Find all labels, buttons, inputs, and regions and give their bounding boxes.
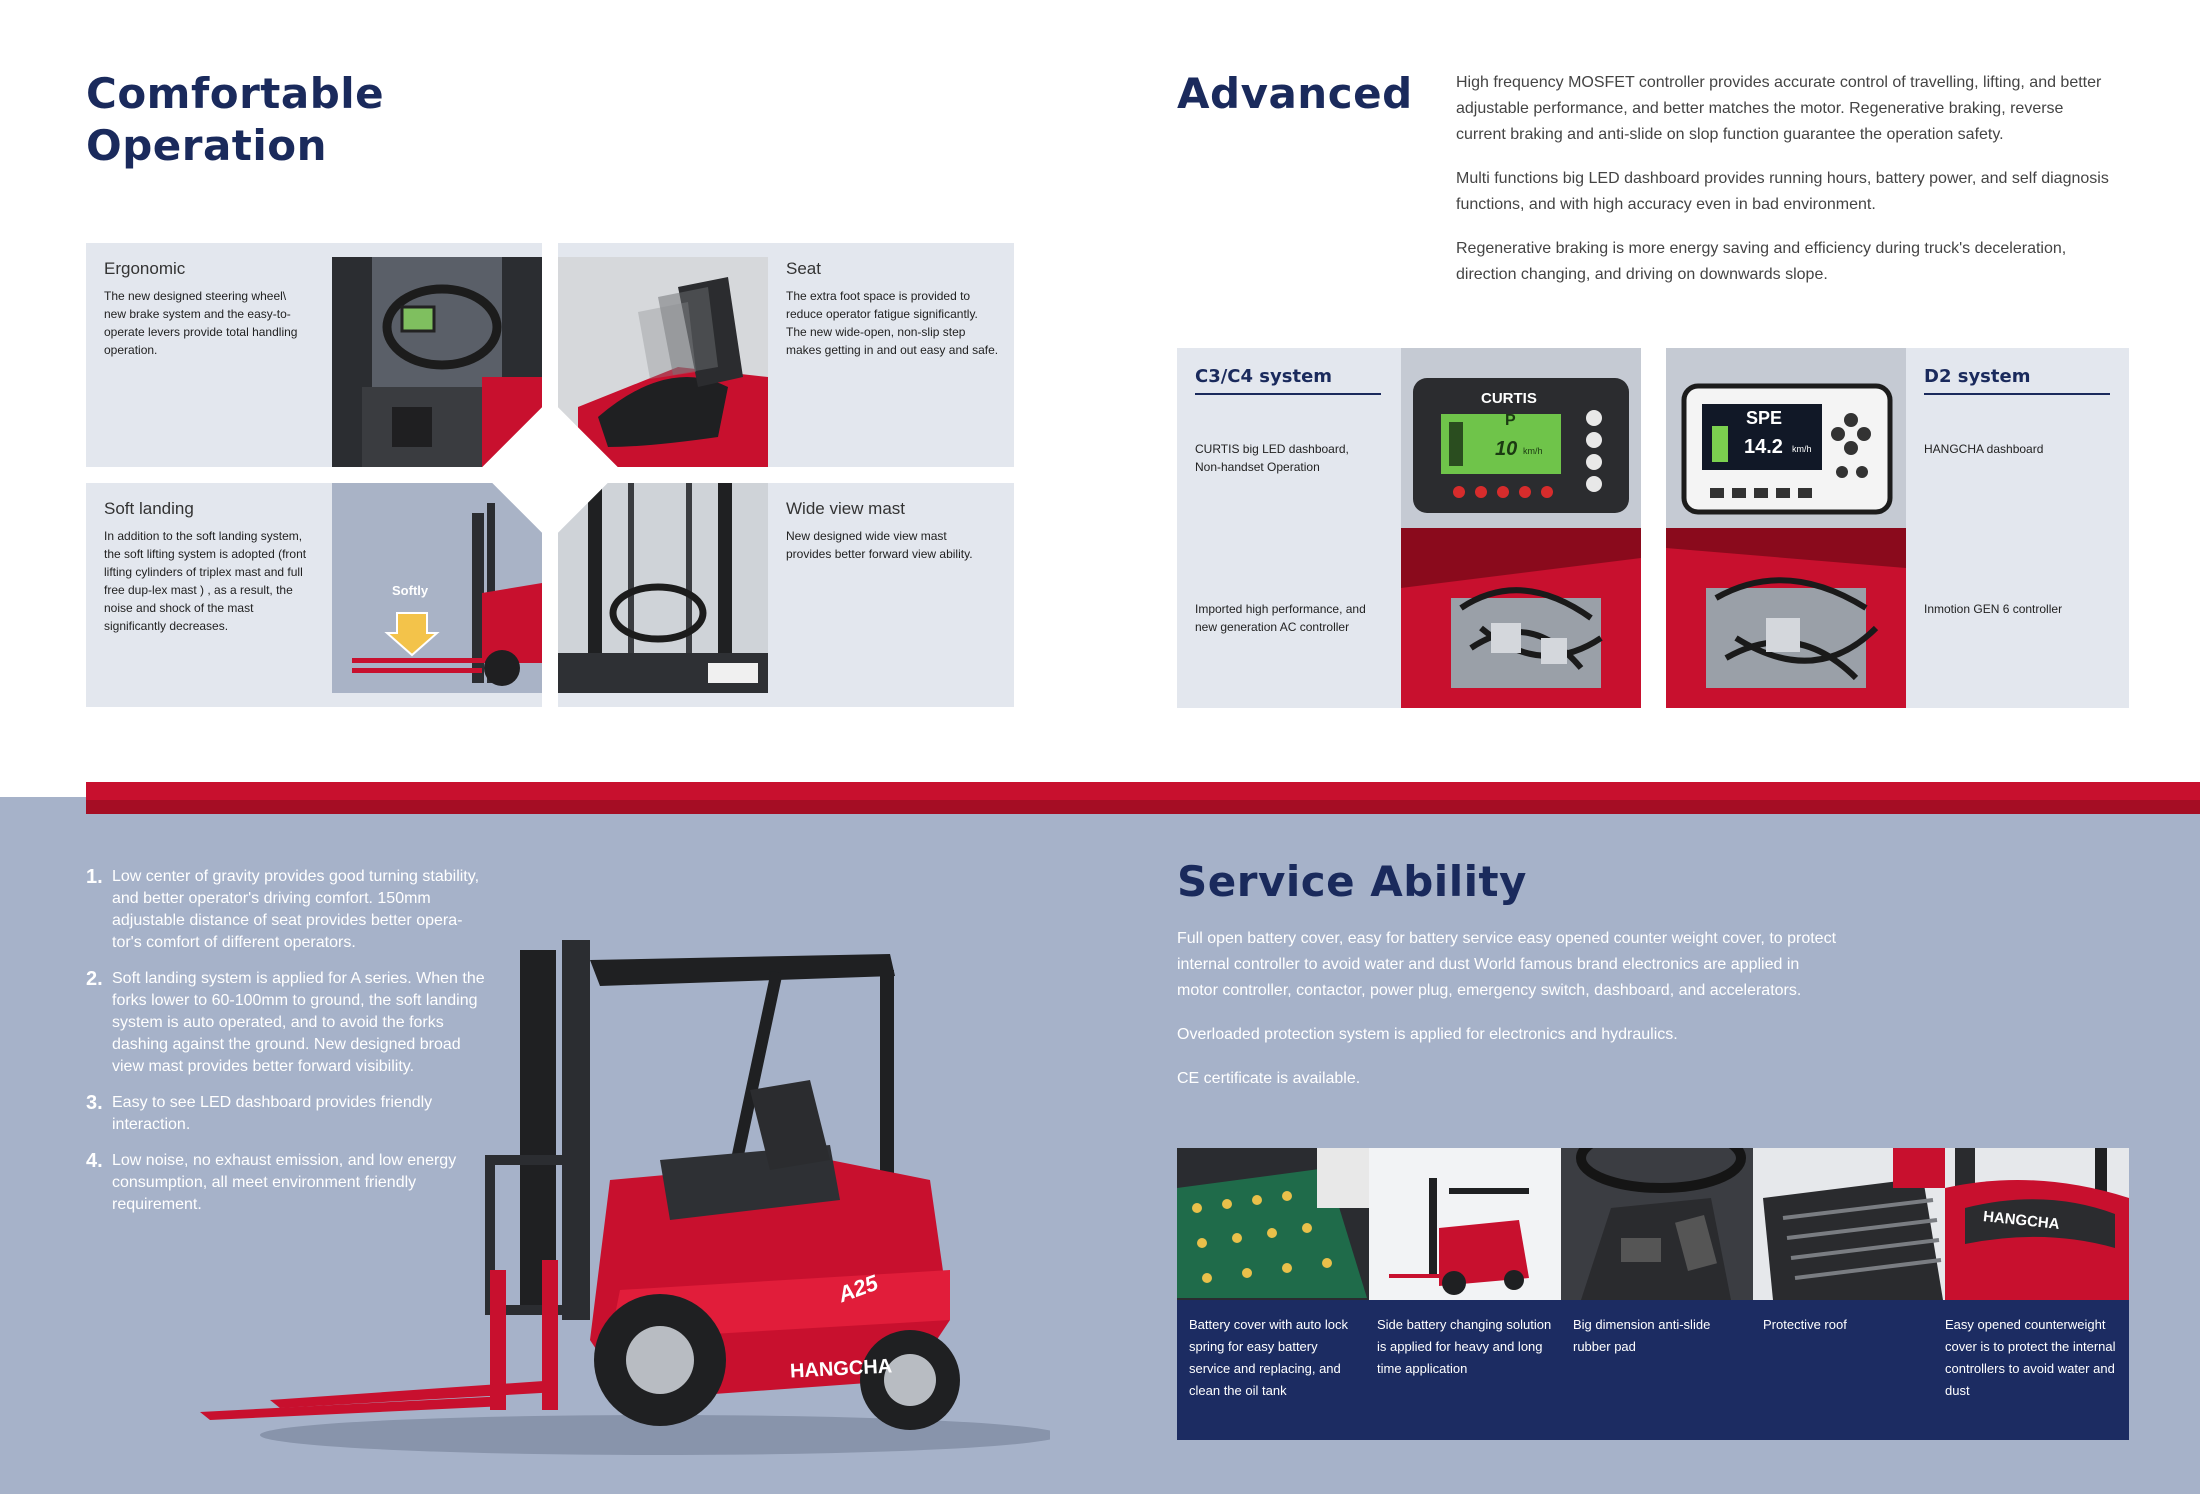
feature-number: 4. xyxy=(86,1150,103,1172)
c3c4-text-2: Imported high performance, and new generation AC controller xyxy=(1195,602,1366,634)
seat-title: Seat xyxy=(786,259,821,278)
feature-number: 3. xyxy=(86,1092,103,1114)
counterweight-label: HANGCHA xyxy=(1982,1208,2061,1233)
battery-photo xyxy=(1177,1148,1369,1300)
forklift-image xyxy=(190,940,1050,1460)
inmotion-controller-photo xyxy=(1666,528,1906,708)
service-caption-5: Easy opened counterweight cover is to protect the internal controllers to avoid water and dust xyxy=(1945,1317,2116,1398)
advanced-paragraph-1: High frequency MOSFET controller provides accurate control of travelling, lifting, and better adjustable performance, and better matches the motor. Regenerative braking, reverse current braking and anti-slide on slop function guarantee the operation safety. xyxy=(1456,74,2102,143)
d2-text-1: HANGCHA dashboard xyxy=(1924,442,2044,456)
side-battery-photo xyxy=(1369,1148,1561,1300)
comfort-title-line2: Operation xyxy=(86,121,328,170)
ac-controller-photo xyxy=(1401,528,1641,708)
feature-number: 1. xyxy=(86,866,103,888)
ergonomic-title: Ergonomic xyxy=(104,259,186,278)
feature-text: Soft landing system is applied for A series. When the forks lower to 60-100mm to ground, the soft landing system is auto operated, and to avoid the forks dashing against the ground. New designed broad view mast provides better forward visibility. xyxy=(112,970,485,1075)
service-paragraph-2: Overloaded protection system is applied for electronics and hydraulics. xyxy=(1177,1026,1678,1043)
d2-title: D2 system xyxy=(1924,366,2110,395)
wide-view-photo xyxy=(558,483,768,693)
service-caption-3: Big dimension anti-slide rubber pad xyxy=(1573,1317,1711,1354)
advanced-paragraph-3: Regenerative braking is more energy saving and efficiency during truck's deceleration, direction changing, and driving on downwards slope. xyxy=(1456,240,2067,283)
curtis-brand: CURTIS xyxy=(1481,390,1537,407)
softly-label: Softly xyxy=(392,583,429,598)
d2-mode: SPE xyxy=(1746,408,1783,428)
seat-panel xyxy=(558,243,1014,467)
protective-roof-photo xyxy=(1753,1148,1945,1300)
forklift-model: A25 xyxy=(834,1269,882,1308)
seat-photo xyxy=(558,257,768,467)
c3c4-text-1: CURTIS big LED dashboard, Non-handset Operation xyxy=(1195,442,1349,474)
service-caption-1: Battery cover with auto lock spring for easy battery service and replacing, and clean the oil tank xyxy=(1189,1317,1348,1398)
soft-landing-panel xyxy=(86,483,542,707)
advanced-title: Advanced xyxy=(1177,69,1413,118)
feature-text: Easy to see LED dashboard provides friendly interaction. xyxy=(112,1094,433,1133)
red-band-shadow xyxy=(86,800,2200,814)
seat-text: The extra foot space is provided to reduce operator fatigue significantly. The new wide-open, non-slip step makes getting in and out easy and safe. xyxy=(786,289,999,357)
d2-speed: 14.2 xyxy=(1744,436,1783,458)
d2-panel xyxy=(1906,348,2129,708)
ergonomic-photo xyxy=(332,257,542,467)
feature-number: 2. xyxy=(86,968,103,990)
wide-view-text: New designed wide view mast provides better forward view ability. xyxy=(786,529,973,561)
service-paragraph-1: Full open battery cover, easy for battery service easy opened counter weight cover, to protect internal controller to avoid water and dust World famous brand electronics are applied in motor controller, contactor, power plug, emergency switch, dashboard, and accelerators. xyxy=(1177,930,1837,999)
comfort-title xyxy=(86,68,384,172)
service-paragraph-3: CE certificate is available. xyxy=(1177,1070,1361,1087)
counterweight-cover-photo xyxy=(1945,1148,2129,1300)
comfort-title-line1: Comfortable xyxy=(86,69,385,118)
advanced-paragraph-2: Multi functions big LED dashboard provides running hours, battery power, and self diagnosis functions, and with high accuracy even in bad environment. xyxy=(1456,170,2109,213)
feature-text: Low noise, no exhaust emission, and low energy consumption, all meet environment friendly requirement. xyxy=(112,1152,457,1213)
c3c4-title: C3/C4 system xyxy=(1195,366,1381,395)
soft-landing-title: Soft landing xyxy=(104,499,194,518)
soft-landing-text: In addition to the soft landing system, the soft lifting system is adopted (front lifting cylinders of triplex mast and full free dup-lex mast ) , as a result, the noise and shock of the mast significantly decreases. xyxy=(104,529,307,633)
c3c4-panel xyxy=(1177,348,1401,708)
service-strip xyxy=(1177,1148,2129,1440)
curtis-speed: 10 xyxy=(1495,438,1518,460)
soft-landing-photo xyxy=(332,483,542,693)
anti-slide-pad-photo xyxy=(1561,1148,1753,1300)
ergonomic-text: The new designed steering wheel\ new brake system and the easy-to-operate levers provide total handling operation. xyxy=(104,289,298,357)
d2-text-2: Inmotion GEN 6 controller xyxy=(1924,602,2063,616)
ergonomic-panel xyxy=(86,243,542,467)
feature-text: Low center of gravity provides good turning stability, and better operator's driving comfort. 150mm adjustable distance of seat provides better opera-tor's comfort of different operators. xyxy=(112,868,480,951)
hangcha-dashboard-photo xyxy=(1666,348,1906,528)
curtis-dashboard-photo xyxy=(1401,348,1641,528)
d2-unit: km/h xyxy=(1792,444,1812,454)
service-caption-2: Side battery changing solution is applied for heavy and long time application xyxy=(1377,1317,1552,1376)
forklift-brand: HANGCHA xyxy=(789,1355,893,1383)
wide-view-panel xyxy=(558,483,1014,707)
curtis-unit: km/h xyxy=(1523,446,1543,456)
wide-view-title: Wide view mast xyxy=(786,499,906,518)
curtis-gear: P xyxy=(1505,412,1516,429)
service-caption-4: Protective roof xyxy=(1763,1317,1847,1332)
service-title: Service Ability xyxy=(1177,857,1527,906)
